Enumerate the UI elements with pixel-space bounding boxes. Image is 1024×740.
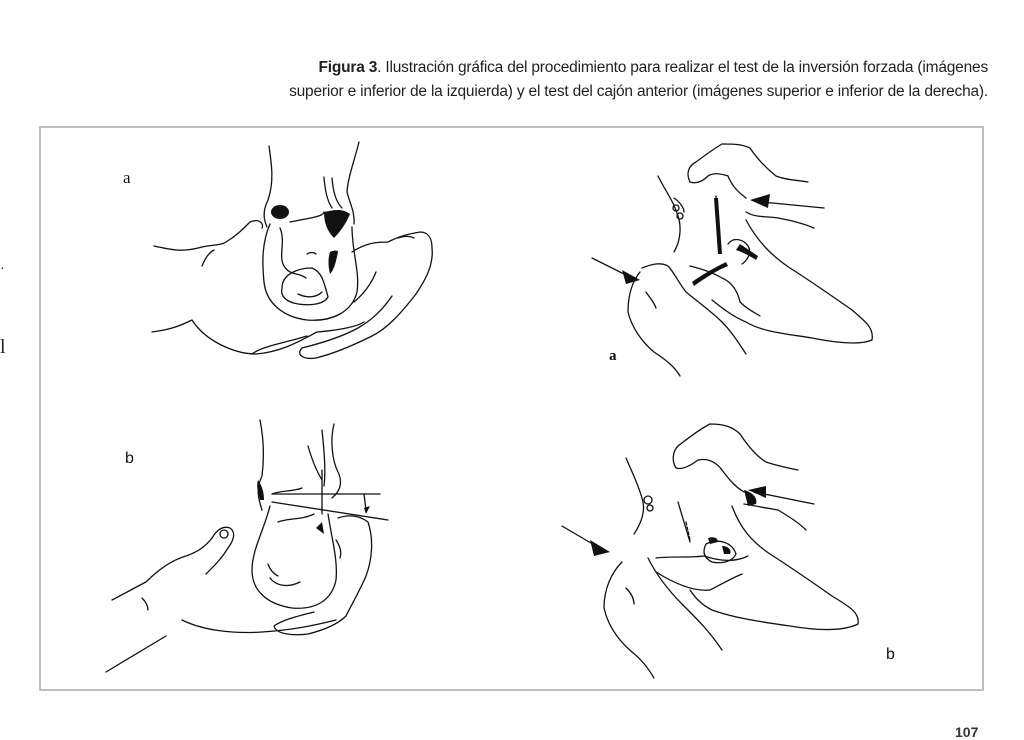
panel-inversion-a (41, 128, 511, 408)
panel-label: b (886, 646, 895, 663)
caption-line-1: Figura 3. Ilustración gráfica del procedimiento para realizar el test de la inversión forzada (imágenes (318, 59, 988, 76)
figure-label: Figura 3 (318, 59, 378, 76)
panel-label: a (123, 168, 131, 187)
ankle-drawer-illustration (511, 410, 981, 690)
panel-label: a (609, 348, 617, 364)
figure-frame (39, 126, 984, 691)
page-number: 107 (955, 724, 979, 740)
margin-text-fragment: l (0, 336, 6, 358)
margin-text-fragment: · (0, 262, 5, 277)
panel-label: b (125, 450, 134, 467)
ankle-inversion-illustration (41, 410, 511, 690)
figure-caption (90, 56, 988, 104)
panel-inversion-b (41, 410, 511, 690)
ankle-drawer-illustration (511, 128, 981, 408)
ankle-inversion-illustration (41, 128, 511, 408)
panel-drawer-b (511, 410, 981, 690)
panel-drawer-a (511, 128, 981, 408)
caption-line-2: superior e inferior de la izquierda) y el test del cajón anterior (imágenes superior e inferior de la derecha). (289, 83, 988, 100)
